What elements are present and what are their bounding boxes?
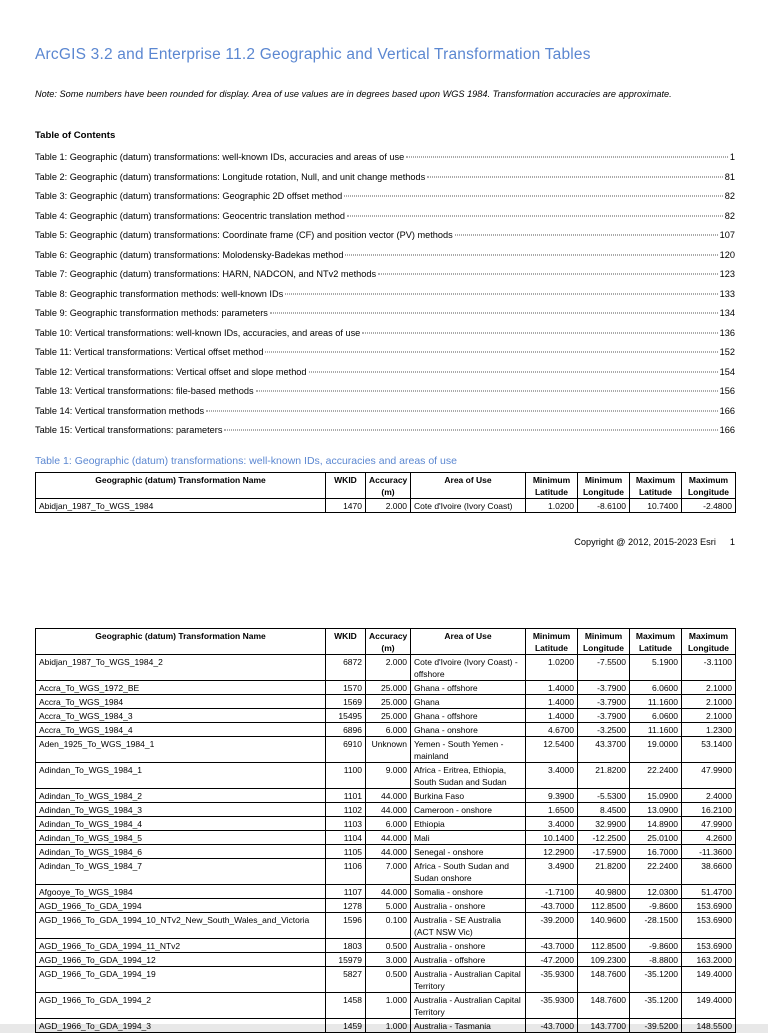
cell-max_lat: 22.2400 bbox=[630, 763, 682, 789]
cell-accuracy: 44.000 bbox=[366, 885, 411, 899]
cell-max_lon: 153.6900 bbox=[682, 939, 736, 953]
cell-wkid: 1470 bbox=[326, 499, 366, 513]
cell-max_lon: 51.4700 bbox=[682, 885, 736, 899]
cell-max_lon: 38.6600 bbox=[682, 859, 736, 885]
cell-min_lat: -39.2000 bbox=[526, 913, 578, 939]
column-header: Maximum Latitude bbox=[630, 473, 682, 499]
cell-max_lon: 149.4000 bbox=[682, 967, 736, 993]
cell-max_lon: 2.1000 bbox=[682, 709, 736, 723]
cell-max_lon: 53.1400 bbox=[682, 737, 736, 763]
cell-accuracy: 25.000 bbox=[366, 695, 411, 709]
cell-max_lat: 11.1600 bbox=[630, 695, 682, 709]
cell-area: Australia - SE Australia (ACT NSW Vic) bbox=[411, 913, 526, 939]
column-header: WKID bbox=[326, 629, 366, 655]
table-row bbox=[36, 803, 736, 817]
cell-accuracy: 1.000 bbox=[366, 993, 411, 1019]
column-header: Area of Use bbox=[411, 473, 526, 499]
toc-entry-page: 134 bbox=[719, 308, 735, 318]
cell-min_lon: 109.2300 bbox=[578, 953, 630, 967]
cell-name: AGD_1966_To_GDA_1994_3 bbox=[36, 1019, 326, 1033]
cell-min_lon: -7.5500 bbox=[578, 655, 630, 681]
toc-entry[interactable] bbox=[35, 250, 735, 270]
cell-min_lon: 140.9600 bbox=[578, 913, 630, 939]
cell-min_lat: 3.4900 bbox=[526, 859, 578, 885]
column-header: Maximum Latitude bbox=[630, 629, 682, 655]
cell-max_lon: 47.9900 bbox=[682, 763, 736, 789]
cell-max_lon: 4.2600 bbox=[682, 831, 736, 845]
table-row bbox=[36, 913, 736, 939]
cell-min_lon: -3.7900 bbox=[578, 681, 630, 695]
cell-area: Ghana bbox=[411, 695, 526, 709]
toc-dot-leader bbox=[406, 157, 728, 158]
toc-entry[interactable] bbox=[35, 230, 735, 250]
cell-min_lon: 43.3700 bbox=[578, 737, 630, 763]
cell-accuracy: 0.500 bbox=[366, 939, 411, 953]
cell-wkid: 1100 bbox=[326, 763, 366, 789]
toc-dot-leader bbox=[256, 391, 718, 392]
data-table bbox=[35, 628, 736, 1033]
toc-entry-page: 1 bbox=[729, 152, 735, 162]
cell-accuracy: Unknown bbox=[366, 737, 411, 763]
cell-min_lon: -3.2500 bbox=[578, 723, 630, 737]
toc-entry[interactable] bbox=[35, 269, 735, 289]
toc-entry-label: Table 4: Geographic (datum) transformations: Geocentric translation method bbox=[35, 210, 345, 221]
cell-min_lat: 1.4000 bbox=[526, 695, 578, 709]
table2-container bbox=[35, 628, 736, 1031]
toc-heading: Table of Contents bbox=[35, 130, 116, 141]
cell-name: Adindan_To_WGS_1984_1 bbox=[36, 763, 326, 789]
toc-entry-label: Table 9: Geographic transformation methods: parameters bbox=[35, 308, 268, 318]
cell-min_lon: 148.7600 bbox=[578, 993, 630, 1019]
cell-min_lat: 1.4000 bbox=[526, 681, 578, 695]
toc-entry-label: Table 15: Vertical transformations: parameters bbox=[35, 425, 223, 435]
cell-min_lat: 3.4000 bbox=[526, 817, 578, 831]
cell-name: Accra_To_WGS_1984_4 bbox=[36, 723, 326, 737]
cell-min_lon: 148.7600 bbox=[578, 967, 630, 993]
cell-accuracy: 44.000 bbox=[366, 803, 411, 817]
toc-dot-leader bbox=[427, 176, 723, 177]
table-row bbox=[36, 831, 736, 845]
cell-name: AGD_1966_To_GDA_1994_10_NTv2_New_South_Wales_and_Victoria bbox=[36, 913, 326, 939]
toc-entry[interactable] bbox=[35, 211, 735, 231]
cell-area: Australia - Australian Capital Territory bbox=[411, 967, 526, 993]
cell-max_lon: 153.6900 bbox=[682, 913, 736, 939]
cell-name: AGD_1966_To_GDA_1994 bbox=[36, 899, 326, 913]
cell-area: Senegal - onshore bbox=[411, 845, 526, 859]
cell-max_lat: -8.8800 bbox=[630, 953, 682, 967]
column-header: Geographic (datum) Transformation Name bbox=[36, 629, 326, 655]
toc-dot-leader bbox=[224, 430, 717, 431]
cell-wkid: 1803 bbox=[326, 939, 366, 953]
toc-entry-page: 120 bbox=[719, 249, 735, 260]
cell-name: AGD_1966_To_GDA_1994_2 bbox=[36, 993, 326, 1019]
table-row bbox=[36, 499, 736, 513]
cell-area: Cote d'Ivoire (Ivory Coast) bbox=[411, 499, 526, 513]
cell-wkid: 15495 bbox=[326, 709, 366, 723]
table-row bbox=[36, 1019, 736, 1033]
table-row bbox=[36, 763, 736, 789]
table-row bbox=[36, 789, 736, 803]
table1-caption: Table 1: Geographic (datum) transformations: well-known IDs, accuracies and areas of use bbox=[35, 455, 457, 467]
cell-min_lat: 9.3900 bbox=[526, 789, 578, 803]
cell-wkid: 1102 bbox=[326, 803, 366, 817]
table-of-contents bbox=[35, 152, 735, 445]
toc-entry-page: 166 bbox=[719, 425, 735, 435]
cell-area: Africa - Eritrea, Ethiopia, South Sudan and Sudan bbox=[411, 763, 526, 789]
table-row bbox=[36, 681, 736, 695]
column-header: Maximum Longitude bbox=[682, 473, 736, 499]
copyright-text: Copyright @ 2012, 2015-2023 Esri bbox=[574, 537, 716, 547]
toc-entry[interactable] bbox=[35, 191, 735, 211]
column-header: Maximum Longitude bbox=[682, 629, 736, 655]
cell-wkid: 1278 bbox=[326, 899, 366, 913]
table1-container bbox=[35, 472, 736, 513]
cell-max_lon: 148.5500 bbox=[682, 1019, 736, 1033]
cell-accuracy: 2.000 bbox=[366, 655, 411, 681]
cell-area: Ethiopia bbox=[411, 817, 526, 831]
cell-max_lat: 13.0900 bbox=[630, 803, 682, 817]
cell-max_lat: 22.2400 bbox=[630, 859, 682, 885]
cell-min_lat: -43.7000 bbox=[526, 1019, 578, 1033]
toc-entry-page: 81 bbox=[724, 171, 735, 182]
cell-min_lat: 10.1400 bbox=[526, 831, 578, 845]
cell-min_lat: 12.5400 bbox=[526, 737, 578, 763]
cell-area: Yemen - South Yemen - mainland bbox=[411, 737, 526, 763]
cell-min_lon: 21.8200 bbox=[578, 763, 630, 789]
cell-min_lat: -47.2000 bbox=[526, 953, 578, 967]
cell-min_lon: 21.8200 bbox=[578, 859, 630, 885]
table-row bbox=[36, 817, 736, 831]
cell-area: Africa - South Sudan and Sudan onshore bbox=[411, 859, 526, 885]
toc-dot-leader bbox=[285, 293, 717, 294]
toc-entry-label: Table 5: Geographic (datum) transformations: Coordinate frame (CF) and position vector (PV) methods bbox=[35, 230, 453, 240]
cell-max_lon: -11.3600 bbox=[682, 845, 736, 859]
toc-entry-page: 136 bbox=[719, 327, 735, 338]
cell-wkid: 1596 bbox=[326, 913, 366, 939]
cell-max_lat: 16.7000 bbox=[630, 845, 682, 859]
cell-area: Cameroon - onshore bbox=[411, 803, 526, 817]
cell-name: Adindan_To_WGS_1984_4 bbox=[36, 817, 326, 831]
cell-name: Accra_To_WGS_1984 bbox=[36, 695, 326, 709]
cell-wkid: 1459 bbox=[326, 1019, 366, 1033]
toc-entry[interactable] bbox=[35, 308, 735, 328]
toc-entry-label: Table 2: Geographic (datum) transformations: Longitude rotation, Null, and unit change methods bbox=[35, 171, 426, 182]
cell-min_lon: -17.5900 bbox=[578, 845, 630, 859]
toc-entry[interactable] bbox=[35, 328, 735, 348]
document-title: ArcGIS 3.2 and Enterprise 11.2 Geographic and Vertical Transformation Tables bbox=[35, 46, 591, 63]
toc-entry-page: 166 bbox=[719, 405, 735, 416]
column-header: Minimum Longitude bbox=[578, 629, 630, 655]
cell-max_lat: 12.0300 bbox=[630, 885, 682, 899]
cell-area: Burkina Faso bbox=[411, 789, 526, 803]
cell-wkid: 15979 bbox=[326, 953, 366, 967]
cell-wkid: 6896 bbox=[326, 723, 366, 737]
cell-area: Mali bbox=[411, 831, 526, 845]
cell-max_lon: 16.2100 bbox=[682, 803, 736, 817]
cell-min_lon: 112.8500 bbox=[578, 939, 630, 953]
cell-max_lon: 2.4000 bbox=[682, 789, 736, 803]
cell-name: Adindan_To_WGS_1984_2 bbox=[36, 789, 326, 803]
cell-name: Adindan_To_WGS_1984_7 bbox=[36, 859, 326, 885]
cell-wkid: 1104 bbox=[326, 831, 366, 845]
toc-dot-leader bbox=[362, 332, 717, 333]
toc-entry-label: Table 8: Geographic transformation methods: well-known IDs bbox=[35, 288, 284, 299]
cell-wkid: 1105 bbox=[326, 845, 366, 859]
cell-accuracy: 25.000 bbox=[366, 709, 411, 723]
cell-min_lat: 3.4000 bbox=[526, 763, 578, 789]
cell-accuracy: 9.000 bbox=[366, 763, 411, 789]
cell-min_lat: -35.9300 bbox=[526, 967, 578, 993]
cell-min_lon: 112.8500 bbox=[578, 899, 630, 913]
cell-max_lon: -2.4800 bbox=[682, 499, 736, 513]
cell-area: Somalia - onshore bbox=[411, 885, 526, 899]
cell-accuracy: 44.000 bbox=[366, 789, 411, 803]
column-header: Accuracy (m) bbox=[366, 629, 411, 655]
header-row bbox=[36, 473, 736, 499]
cell-max_lon: 153.6900 bbox=[682, 899, 736, 913]
cell-max_lat: 6.0600 bbox=[630, 681, 682, 695]
note-text: Note: Some numbers have been rounded for display. Area of use values are in degrees based upon WGS 1984. Transformation accuracies are approximate. bbox=[35, 89, 672, 99]
cell-min_lat: -43.7000 bbox=[526, 939, 578, 953]
cell-max_lat: 5.1900 bbox=[630, 655, 682, 681]
cell-max_lat: -28.1500 bbox=[630, 913, 682, 939]
toc-entry-label: Table 12: Vertical transformations: Vertical offset and slope method bbox=[35, 366, 307, 377]
cell-max_lat: -39.5200 bbox=[630, 1019, 682, 1033]
cell-accuracy: 44.000 bbox=[366, 831, 411, 845]
cell-area: Ghana - onshore bbox=[411, 723, 526, 737]
cell-name: Adindan_To_WGS_1984_5 bbox=[36, 831, 326, 845]
table-row bbox=[36, 967, 736, 993]
cell-max_lat: 10.7400 bbox=[630, 499, 682, 513]
cell-max_lon: 2.1000 bbox=[682, 681, 736, 695]
toc-entry-page: 82 bbox=[724, 210, 735, 221]
toc-dot-leader bbox=[347, 215, 723, 216]
toc-entry-label: Table 11: Vertical transformations: Vertical offset method bbox=[35, 347, 264, 357]
cell-accuracy: 6.000 bbox=[366, 817, 411, 831]
cell-accuracy: 2.000 bbox=[366, 499, 411, 513]
column-header: Geographic (datum) Transformation Name bbox=[36, 473, 326, 499]
cell-min_lat: 1.0200 bbox=[526, 655, 578, 681]
toc-entry[interactable] bbox=[35, 289, 735, 309]
table-row bbox=[36, 655, 736, 681]
cell-wkid: 1107 bbox=[326, 885, 366, 899]
column-header: Minimum Latitude bbox=[526, 473, 578, 499]
toc-entry-page: 107 bbox=[719, 230, 735, 240]
table-row bbox=[36, 737, 736, 763]
table-row bbox=[36, 723, 736, 737]
toc-entry[interactable] bbox=[35, 347, 735, 367]
cell-accuracy: 0.100 bbox=[366, 913, 411, 939]
cell-accuracy: 25.000 bbox=[366, 681, 411, 695]
page-footer bbox=[35, 537, 735, 547]
cell-accuracy: 0.500 bbox=[366, 967, 411, 993]
cell-accuracy: 3.000 bbox=[366, 953, 411, 967]
cell-area: Ghana - offshore bbox=[411, 709, 526, 723]
toc-entry[interactable] bbox=[35, 425, 735, 445]
toc-dot-leader bbox=[265, 352, 717, 353]
column-header: Minimum Longitude bbox=[578, 473, 630, 499]
cell-area: Ghana - offshore bbox=[411, 681, 526, 695]
toc-entry[interactable] bbox=[35, 152, 735, 172]
toc-dot-leader bbox=[455, 235, 718, 236]
toc-dot-leader bbox=[345, 254, 717, 255]
cell-area: Australia - Australian Capital Territory bbox=[411, 993, 526, 1019]
cell-min_lat: 1.6500 bbox=[526, 803, 578, 817]
cell-max_lon: -3.1100 bbox=[682, 655, 736, 681]
cell-accuracy: 1.000 bbox=[366, 1019, 411, 1033]
toc-dot-leader bbox=[270, 313, 718, 314]
table-row bbox=[36, 939, 736, 953]
toc-entry-page: 154 bbox=[719, 366, 735, 377]
cell-max_lat: 19.0000 bbox=[630, 737, 682, 763]
cell-min_lon: -3.7900 bbox=[578, 695, 630, 709]
toc-entry-label: Table 13: Vertical transformations: file-based methods bbox=[35, 386, 254, 396]
table-row bbox=[36, 845, 736, 859]
cell-name: Accra_To_WGS_1984_3 bbox=[36, 709, 326, 723]
cell-min_lat: -1.7100 bbox=[526, 885, 578, 899]
cell-min_lat: 1.4000 bbox=[526, 709, 578, 723]
column-header: Accuracy (m) bbox=[366, 473, 411, 499]
cell-min_lon: 40.9800 bbox=[578, 885, 630, 899]
toc-entry[interactable] bbox=[35, 367, 735, 387]
cell-min_lat: -43.7000 bbox=[526, 899, 578, 913]
cell-max_lon: 2.1000 bbox=[682, 695, 736, 709]
toc-entry-page: 133 bbox=[719, 288, 735, 299]
cell-area: Cote d'Ivoire (Ivory Coast) - offshore bbox=[411, 655, 526, 681]
cell-name: Adindan_To_WGS_1984_3 bbox=[36, 803, 326, 817]
toc-dot-leader bbox=[344, 196, 723, 197]
cell-min_lat: 4.6700 bbox=[526, 723, 578, 737]
cell-max_lat: -35.1200 bbox=[630, 993, 682, 1019]
toc-dot-leader bbox=[378, 274, 718, 275]
cell-area: Australia - onshore bbox=[411, 939, 526, 953]
cell-name: Accra_To_WGS_1972_BE bbox=[36, 681, 326, 695]
table-row bbox=[36, 899, 736, 913]
table-row bbox=[36, 885, 736, 899]
cell-wkid: 6872 bbox=[326, 655, 366, 681]
cell-name: Abidjan_1987_To_WGS_1984_2 bbox=[36, 655, 326, 681]
cell-wkid: 1106 bbox=[326, 859, 366, 885]
table-row bbox=[36, 695, 736, 709]
cell-max_lat: -35.1200 bbox=[630, 967, 682, 993]
cell-min_lat: 12.2900 bbox=[526, 845, 578, 859]
column-header: Minimum Latitude bbox=[526, 629, 578, 655]
cell-max_lon: 1.2300 bbox=[682, 723, 736, 737]
cell-min_lon: -12.2500 bbox=[578, 831, 630, 845]
cell-name: Adindan_To_WGS_1984_6 bbox=[36, 845, 326, 859]
cell-max_lat: 25.0100 bbox=[630, 831, 682, 845]
toc-entry-page: 152 bbox=[719, 347, 735, 357]
cell-wkid: 1101 bbox=[326, 789, 366, 803]
cell-area: Australia - offshore bbox=[411, 953, 526, 967]
table-row bbox=[36, 709, 736, 723]
cell-min_lat: 1.0200 bbox=[526, 499, 578, 513]
cell-area: Australia - onshore bbox=[411, 899, 526, 913]
cell-min_lon: 32.9900 bbox=[578, 817, 630, 831]
cell-wkid: 6910 bbox=[326, 737, 366, 763]
page-number: 1 bbox=[729, 537, 735, 547]
toc-entry[interactable] bbox=[35, 386, 735, 406]
cell-min_lon: 143.7700 bbox=[578, 1019, 630, 1033]
header-row bbox=[36, 629, 736, 655]
toc-entry[interactable] bbox=[35, 172, 735, 192]
cell-accuracy: 5.000 bbox=[366, 899, 411, 913]
cell-min_lon: 8.4500 bbox=[578, 803, 630, 817]
column-header: Area of Use bbox=[411, 629, 526, 655]
cell-min_lon: -5.5300 bbox=[578, 789, 630, 803]
cell-max_lat: 6.0600 bbox=[630, 709, 682, 723]
toc-entry-label: Table 10: Vertical transformations: well-known IDs, accuracies, and areas of use bbox=[35, 327, 361, 338]
cell-accuracy: 44.000 bbox=[366, 845, 411, 859]
data-table bbox=[35, 472, 736, 513]
cell-wkid: 5827 bbox=[326, 967, 366, 993]
cell-name: AGD_1966_To_GDA_1994_12 bbox=[36, 953, 326, 967]
toc-entry-label: Table 1: Geographic (datum) transformations: well-known IDs, accuracies and areas of use bbox=[35, 152, 405, 162]
cell-max_lat: -9.8600 bbox=[630, 899, 682, 913]
toc-entry-label: Table 14: Vertical transformation methods bbox=[35, 405, 205, 416]
cell-max_lat: -9.8600 bbox=[630, 939, 682, 953]
cell-area: Australia - Tasmania bbox=[411, 1019, 526, 1033]
cell-name: Abidjan_1987_To_WGS_1984 bbox=[36, 499, 326, 513]
cell-min_lon: -8.6100 bbox=[578, 499, 630, 513]
cell-max_lon: 47.9900 bbox=[682, 817, 736, 831]
cell-max_lon: 163.2000 bbox=[682, 953, 736, 967]
toc-dot-leader bbox=[206, 410, 718, 411]
cell-wkid: 1458 bbox=[326, 993, 366, 1019]
cell-wkid: 1103 bbox=[326, 817, 366, 831]
cell-wkid: 1570 bbox=[326, 681, 366, 695]
toc-entry-page: 156 bbox=[719, 386, 735, 396]
cell-max_lat: 11.1600 bbox=[630, 723, 682, 737]
toc-entry-label: Table 7: Geographic (datum) transformations: HARN, NADCON, and NTv2 methods bbox=[35, 269, 377, 279]
toc-entry-page: 82 bbox=[724, 191, 735, 201]
toc-entry[interactable] bbox=[35, 406, 735, 426]
cell-name: Aden_1925_To_WGS_1984_1 bbox=[36, 737, 326, 763]
cell-min_lon: -3.7900 bbox=[578, 709, 630, 723]
cell-max_lat: 15.0900 bbox=[630, 789, 682, 803]
cell-max_lon: 149.4000 bbox=[682, 993, 736, 1019]
cell-max_lat: 14.8900 bbox=[630, 817, 682, 831]
cell-accuracy: 7.000 bbox=[366, 859, 411, 885]
table-row bbox=[36, 953, 736, 967]
toc-entry-label: Table 6: Geographic (datum) transformations: Molodensky-Badekas method bbox=[35, 249, 344, 260]
toc-entry-label: Table 3: Geographic (datum) transformations: Geographic 2D offset method bbox=[35, 191, 343, 201]
cell-name: AGD_1966_To_GDA_1994_11_NTv2 bbox=[36, 939, 326, 953]
table-row bbox=[36, 993, 736, 1019]
table-row bbox=[36, 859, 736, 885]
cell-name: Afgooye_To_WGS_1984 bbox=[36, 885, 326, 899]
cell-accuracy: 6.000 bbox=[366, 723, 411, 737]
toc-entry-page: 123 bbox=[719, 269, 735, 279]
cell-name: AGD_1966_To_GDA_1994_19 bbox=[36, 967, 326, 993]
cell-min_lat: -35.9300 bbox=[526, 993, 578, 1019]
toc-dot-leader bbox=[309, 371, 718, 372]
cell-wkid: 1569 bbox=[326, 695, 366, 709]
column-header: WKID bbox=[326, 473, 366, 499]
